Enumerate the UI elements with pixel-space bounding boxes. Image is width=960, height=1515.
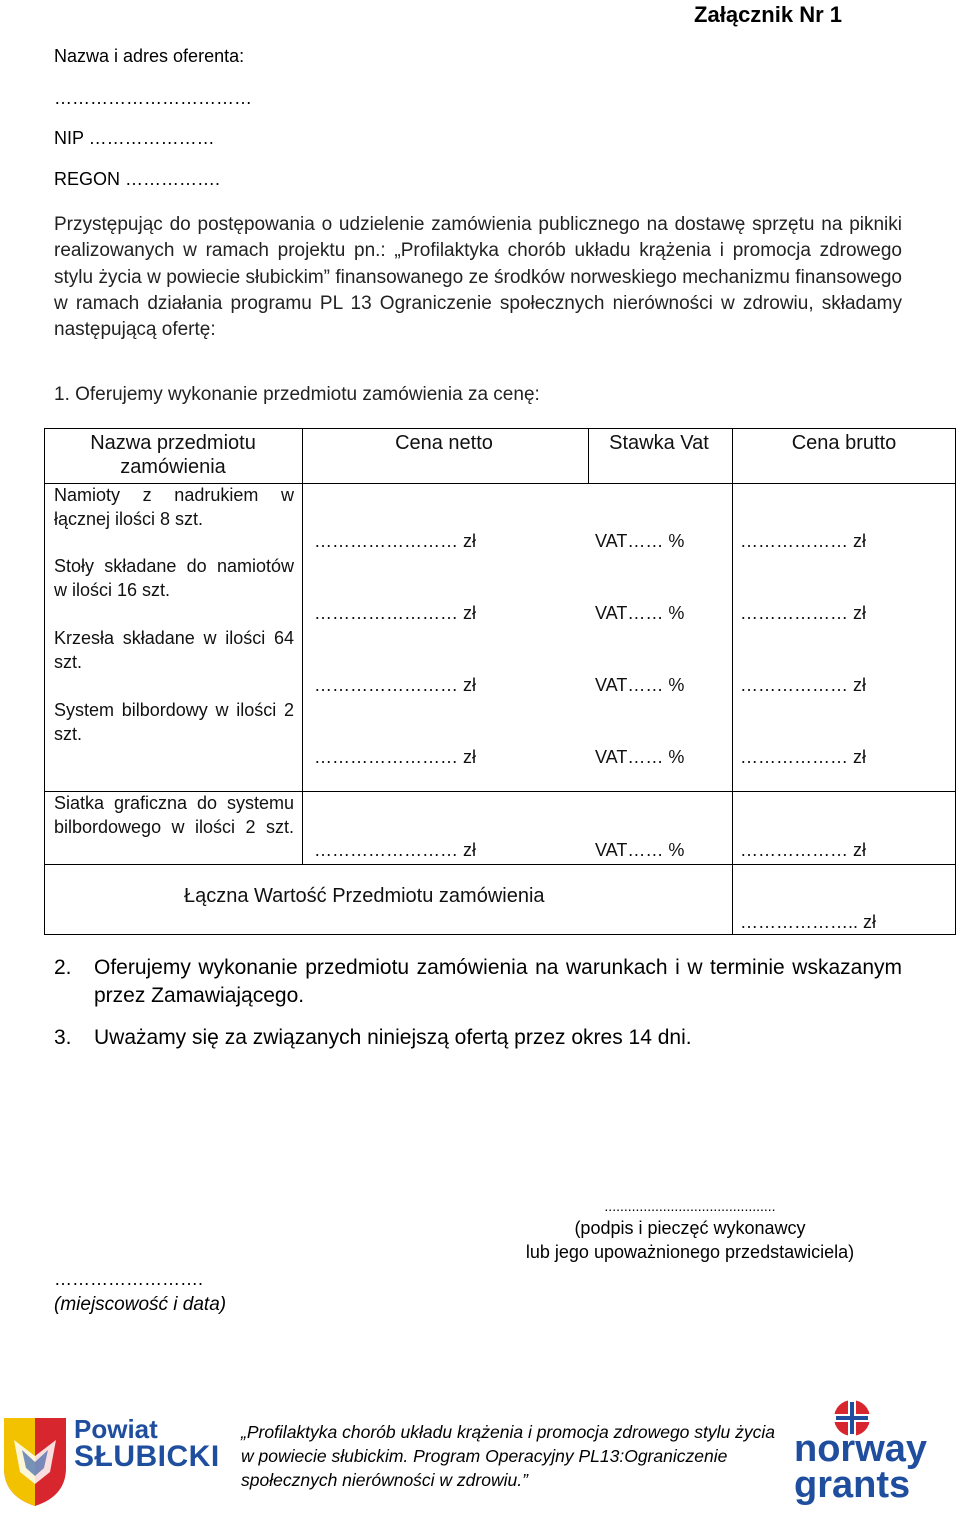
header-vat-rate: Stawka Vat bbox=[609, 432, 709, 454]
point-3-number: 3. bbox=[54, 1026, 72, 1049]
price-table bbox=[44, 428, 956, 935]
net-price-system-bilbordowy: …………………… zł bbox=[314, 747, 476, 767]
bidder-name-dots: …………………………… bbox=[54, 88, 252, 108]
powiat-slubicki-logo bbox=[0, 1410, 230, 1510]
bidder-name-label: Nazwa i adres oferenta: bbox=[54, 46, 245, 66]
norway-label: norway bbox=[794, 1428, 928, 1470]
signature-line-1: (podpis i pieczęć wykonawcy bbox=[574, 1218, 806, 1238]
place-date-dots: ……………………. bbox=[54, 1269, 204, 1289]
net-price-namioty: …………………… zł bbox=[314, 531, 476, 551]
vat-stoly: VAT…… % bbox=[595, 603, 685, 623]
place-date-block bbox=[54, 1266, 226, 1318]
net-price-siatka: …………………… zł bbox=[314, 840, 476, 860]
header-item-name: Nazwa przedmiotu zamówienia bbox=[90, 432, 256, 478]
header-gross-price: Cena brutto bbox=[791, 432, 897, 454]
point-1: 1. Oferujemy wykonanie przedmiotu zamówienia za cenę: bbox=[54, 384, 540, 405]
point-2-number: 2. bbox=[54, 956, 72, 979]
item-name-stoly: Stoły składane do namiotów w ilości 16 szt. bbox=[54, 556, 294, 600]
point-3 bbox=[54, 1026, 692, 1050]
item-name-namioty: Namioty z nadrukiem w łącznej ilości 8 szt. bbox=[54, 485, 294, 529]
annex-title: Załącznik Nr 1 bbox=[694, 2, 842, 27]
item-name-siatka: Siatka graficzna do systemu bilbordowego w ilości 2 szt. bbox=[54, 793, 294, 837]
total-label: Łączna Wartość Przedmiotu zamówienia bbox=[184, 885, 545, 907]
table-divider-3 bbox=[732, 428, 733, 935]
gross-price-system-bilbordowy: ……………… zł bbox=[740, 747, 866, 767]
grants-label: grants bbox=[794, 1464, 911, 1506]
intro-paragraph: Przystępując do postępowania o udzielenie zamówienia publicznego na dostawę sprzętu na pikniki realizowanych w ramach projektu pn.: „Profilaktyka chorób układu krążenia i promocja zdrowego stylu życia w powiecie słubickim” finansowanego ze środków norweskiego mechanizmu finansowego w ramach działania programu PL 13 Ograniczenie społecznych nierówności w zdrowiu, składamy następującą ofertę: bbox=[54, 214, 902, 341]
powiat-label: Powiat bbox=[74, 1414, 158, 1444]
table-border-bottom bbox=[44, 934, 956, 935]
header-net-price: Cena netto bbox=[395, 432, 493, 454]
gross-price-krzesla: ……………… zł bbox=[740, 675, 866, 695]
signature-line-2: lub jego upoważnionego przedstawiciela) bbox=[525, 1242, 855, 1262]
table-border-right bbox=[955, 428, 956, 935]
nip-field: NIP ………………… bbox=[54, 128, 215, 148]
total-value: ……………….. zł bbox=[740, 912, 877, 932]
table-row-divider-total bbox=[44, 864, 956, 865]
gross-price-siatka: ……………… zł bbox=[740, 840, 866, 860]
gross-price-namioty: ……………… zł bbox=[740, 531, 866, 551]
net-price-krzesla: …………………… zł bbox=[314, 675, 476, 695]
item-name-system-bilbordowy: System bilbordowy w ilości 2 szt. bbox=[54, 700, 294, 744]
signature-block bbox=[500, 1196, 880, 1264]
vat-system-bilbordowy: VAT…… % bbox=[595, 747, 685, 767]
vat-krzesla: VAT…… % bbox=[595, 675, 685, 695]
point-3-text: Uważamy się za związanych niniejszą ofertą przez okres 14 dni. bbox=[94, 1026, 692, 1049]
footer-project-text: „Profilaktyka chorób układu krążenia i promocja zdrowego stylu życia w powiecie słubickim. Program Operacyjny PL13:Ograniczenie społecznych nierówności w zdrowiu.” bbox=[241, 1422, 775, 1490]
slubicki-label: SŁUBICKI bbox=[74, 1440, 220, 1473]
point-2-text: Oferujemy wykonanie przedmiotu zamówienia na warunkach i w terminie wskazanym przez Zamawiającego. bbox=[94, 956, 902, 1007]
vat-namioty: VAT…… % bbox=[595, 531, 685, 551]
signature-dots: ............................................ bbox=[604, 1198, 776, 1214]
table-border-top bbox=[44, 428, 956, 429]
item-name-krzesla: Krzesła składane w ilości 64 szt. bbox=[54, 628, 294, 672]
norway-grants-logo bbox=[792, 1398, 954, 1506]
net-price-stoly: …………………… zł bbox=[314, 603, 476, 623]
table-divider-1 bbox=[302, 428, 303, 864]
place-date-label: (miejscowość i data) bbox=[54, 1294, 227, 1315]
table-border-left bbox=[44, 428, 45, 935]
regon-field: REGON ……………. bbox=[54, 169, 221, 189]
gross-price-stoly: ……………… zł bbox=[740, 603, 866, 623]
point-2 bbox=[54, 954, 902, 1010]
vat-siatka: VAT…… % bbox=[595, 840, 685, 860]
